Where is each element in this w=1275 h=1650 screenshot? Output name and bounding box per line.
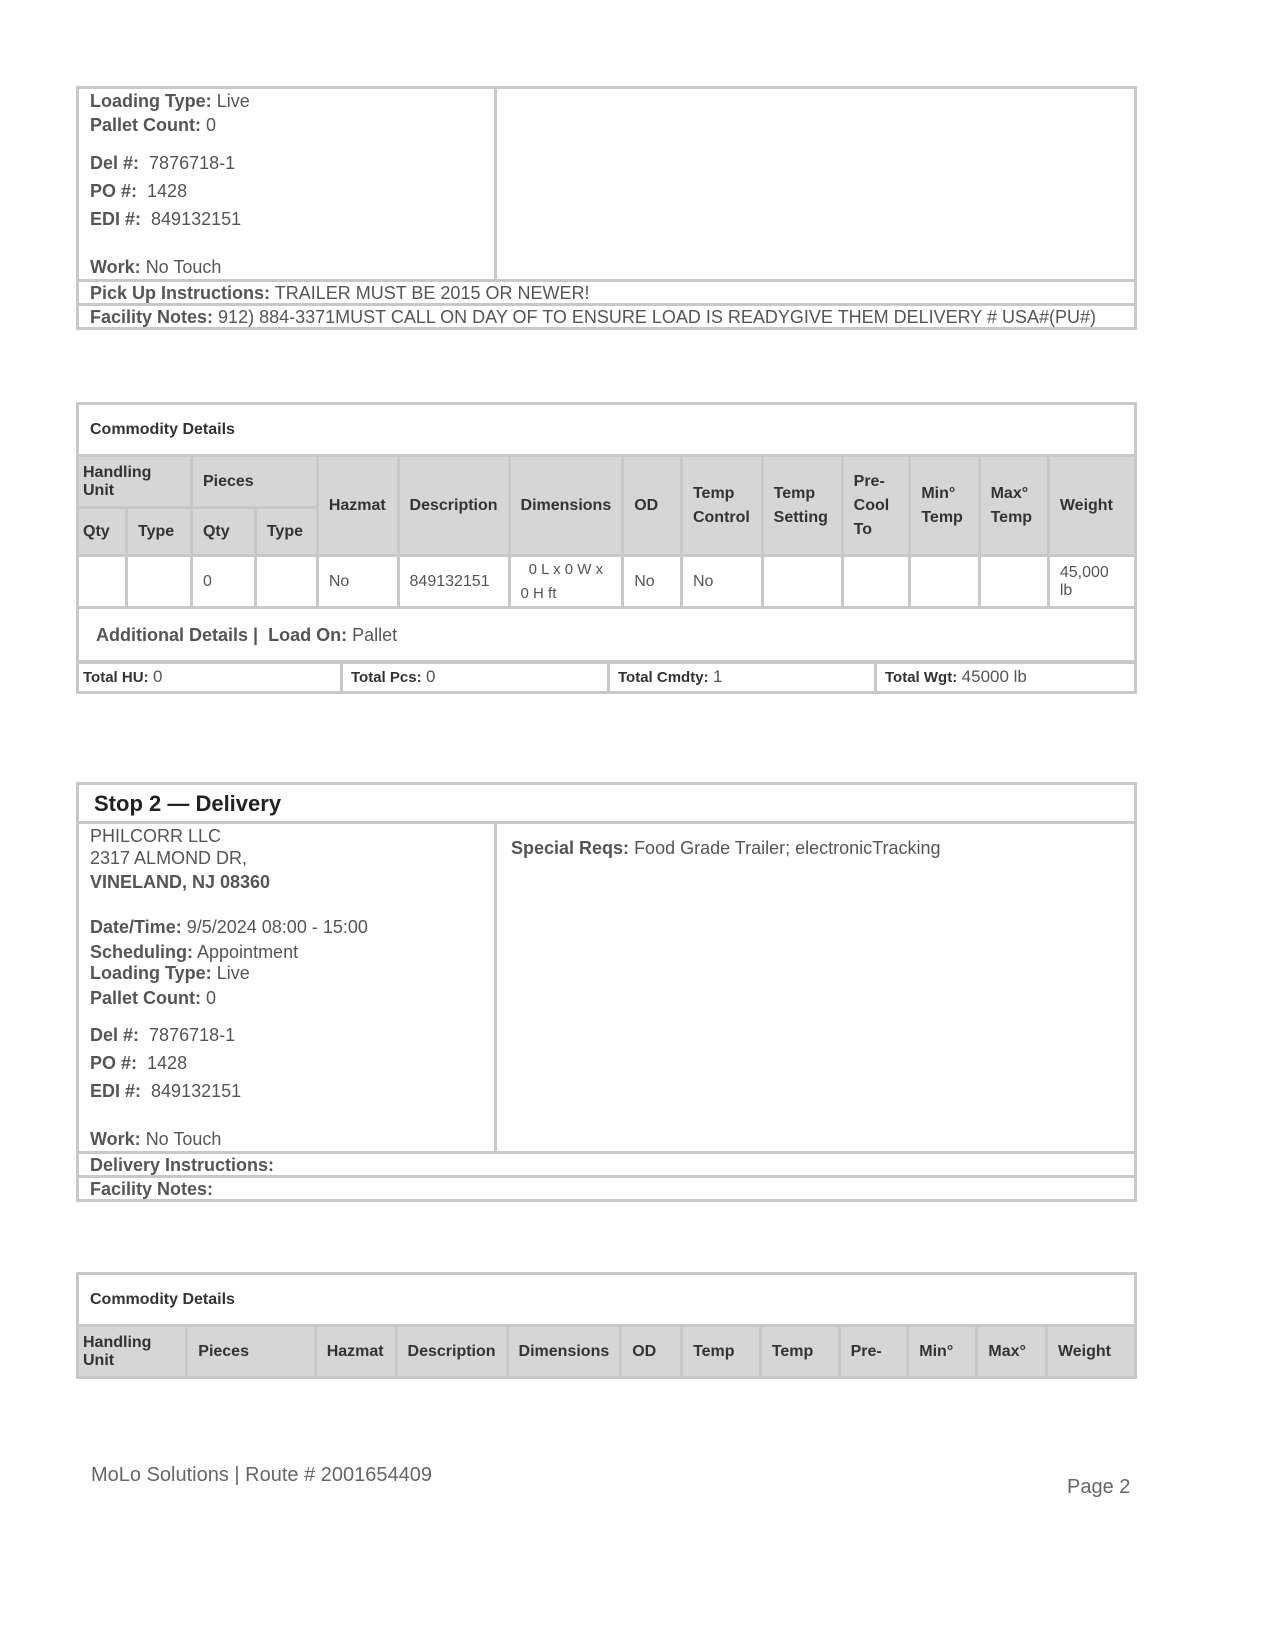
stop1-facility-notes: Facility Notes: 912) 884-3371MUST CALL ON DAY OF TO ENSURE LOAD IS READYGIVE THEM DELIVERY # USA#(PU#) bbox=[76, 303, 1137, 330]
header-dimensions: Dimensions bbox=[509, 456, 623, 556]
commodity2-title: Commodity Details bbox=[78, 1274, 1136, 1326]
header-pieces: Pieces bbox=[187, 1326, 315, 1378]
header-pcs-qty: Qty bbox=[191, 508, 255, 556]
footer-page-number: Page 2 bbox=[1067, 1476, 1131, 1498]
header-od: OD bbox=[621, 1326, 682, 1378]
header-weight: Weight bbox=[1046, 1326, 1135, 1378]
table-row bbox=[78, 556, 1136, 608]
header-pre-cool: Pre- bbox=[839, 1326, 908, 1378]
header-hu-type: Type bbox=[127, 508, 192, 556]
stop2-special-reqs: Special Reqs: Food Grade Trailer; electronicTracking bbox=[511, 838, 941, 858]
header-temp-control: Temp Control bbox=[681, 456, 762, 556]
header-handling-unit: Handling Unit bbox=[78, 1326, 187, 1378]
stop2-address: 2317 ALMOND DR, bbox=[90, 848, 248, 868]
commodity1-title: Commodity Details bbox=[78, 404, 1136, 456]
header-max-temp: Max° Temp bbox=[979, 456, 1048, 556]
header-od: OD bbox=[623, 456, 682, 556]
cell-hu-qty bbox=[78, 556, 127, 608]
header-temp-control: Temp bbox=[682, 1326, 761, 1378]
stop2-po-number: PO #: 1428 bbox=[90, 1053, 188, 1073]
header-pieces: Pieces bbox=[191, 456, 317, 508]
stop1-details-box bbox=[76, 86, 1137, 282]
totals-row bbox=[76, 660, 1137, 694]
stop2-divider bbox=[494, 824, 497, 1154]
cell-pcs-qty: 0 bbox=[191, 556, 255, 608]
cell-weight: 45,000 lb bbox=[1048, 556, 1135, 608]
stop2-work: Work: No Touch bbox=[90, 1129, 222, 1149]
header-hazmat: Hazmat bbox=[317, 456, 398, 556]
stop2-del-number: Del #: 7876718-1 bbox=[90, 1025, 236, 1045]
stop2-delivery-instructions: Delivery Instructions: bbox=[76, 1151, 1137, 1178]
stop2-header bbox=[76, 782, 1137, 824]
stop1-del-number: Del #: 7876718-1 bbox=[90, 153, 236, 173]
cell-od: No bbox=[623, 556, 682, 608]
additional-details: Additional Details | Load On: Pallet bbox=[78, 608, 1136, 663]
stop2-title: Stop 2 — Delivery bbox=[94, 791, 282, 816]
stop2-facility-notes: Facility Notes: bbox=[76, 1175, 1137, 1202]
cell-temp-setting bbox=[762, 556, 842, 608]
cell-hazmat: No bbox=[317, 556, 398, 608]
header-temp-setting: Temp bbox=[760, 1326, 839, 1378]
header-weight: Weight bbox=[1048, 456, 1135, 556]
header-hazmat: Hazmat bbox=[315, 1326, 396, 1378]
header-pcs-type: Type bbox=[255, 508, 317, 556]
stop2-datetime: Date/Time: 9/5/2024 08:00 - 15:00 bbox=[90, 917, 368, 937]
cell-description: 849132151 bbox=[398, 556, 509, 608]
header-temp-setting: Temp Setting bbox=[762, 456, 842, 556]
totals-divider bbox=[607, 663, 610, 694]
commodity-details-1 bbox=[76, 402, 1137, 664]
stop1-work: Work: No Touch bbox=[90, 257, 222, 277]
commodity-details-2 bbox=[76, 1272, 1137, 1379]
stop2-company: PHILCORR LLC bbox=[90, 826, 222, 846]
header-dimensions: Dimensions bbox=[507, 1326, 621, 1378]
cell-temp-control: No bbox=[681, 556, 762, 608]
stop1-divider bbox=[494, 89, 497, 282]
stop2-pallet-count: Pallet Count: 0 bbox=[90, 988, 217, 1008]
stop2-details-box bbox=[76, 821, 1137, 1154]
stop1-edi-number: EDI #: 849132151 bbox=[90, 209, 242, 229]
cell-hu-type bbox=[127, 556, 192, 608]
totals-divider bbox=[340, 663, 343, 694]
stop2-scheduling: Scheduling: Appointment bbox=[90, 942, 299, 962]
totals-divider bbox=[874, 663, 877, 694]
stop2-edi-number: EDI #: 849132151 bbox=[90, 1081, 242, 1101]
cell-dimensions: 0 L x 0 W x 0 H ft bbox=[509, 556, 623, 608]
stop1-po-number: PO #: 1428 bbox=[90, 181, 188, 201]
header-min-temp: Min° Temp bbox=[910, 456, 979, 556]
cell-pcs-type bbox=[255, 556, 317, 608]
stop2-loading-type: Loading Type: Live bbox=[90, 963, 250, 983]
total-hu: Total HU: 0 bbox=[83, 667, 163, 686]
total-wgt: Total Wgt: 45000 lb bbox=[885, 667, 1027, 686]
cell-min-temp bbox=[910, 556, 979, 608]
header-hu-qty: Qty bbox=[78, 508, 127, 556]
total-cmdty: Total Cmdty: 1 bbox=[618, 667, 723, 686]
header-description: Description bbox=[396, 1326, 507, 1378]
header-pre-cool: Pre- Cool To bbox=[842, 456, 910, 556]
header-min-temp: Min° bbox=[908, 1326, 977, 1378]
stop1-pallet-count: Pallet Count: 0 bbox=[90, 115, 217, 135]
header-description: Description bbox=[398, 456, 509, 556]
total-pcs: Total Pcs: 0 bbox=[351, 667, 436, 686]
footer-route: MoLo Solutions | Route # 2001654409 bbox=[91, 1464, 433, 1486]
header-handling-unit: Handling Unit bbox=[78, 456, 192, 508]
stop2-city-state-zip: VINELAND, NJ 08360 bbox=[90, 872, 271, 892]
cell-max-temp bbox=[979, 556, 1048, 608]
header-max-temp: Max° bbox=[977, 1326, 1047, 1378]
stop1-loading-type: Loading Type: Live bbox=[90, 91, 250, 111]
cell-pre-cool bbox=[842, 556, 910, 608]
stop1-pickup-instructions: Pick Up Instructions: TRAILER MUST BE 2015 OR NEWER! bbox=[76, 279, 1137, 306]
